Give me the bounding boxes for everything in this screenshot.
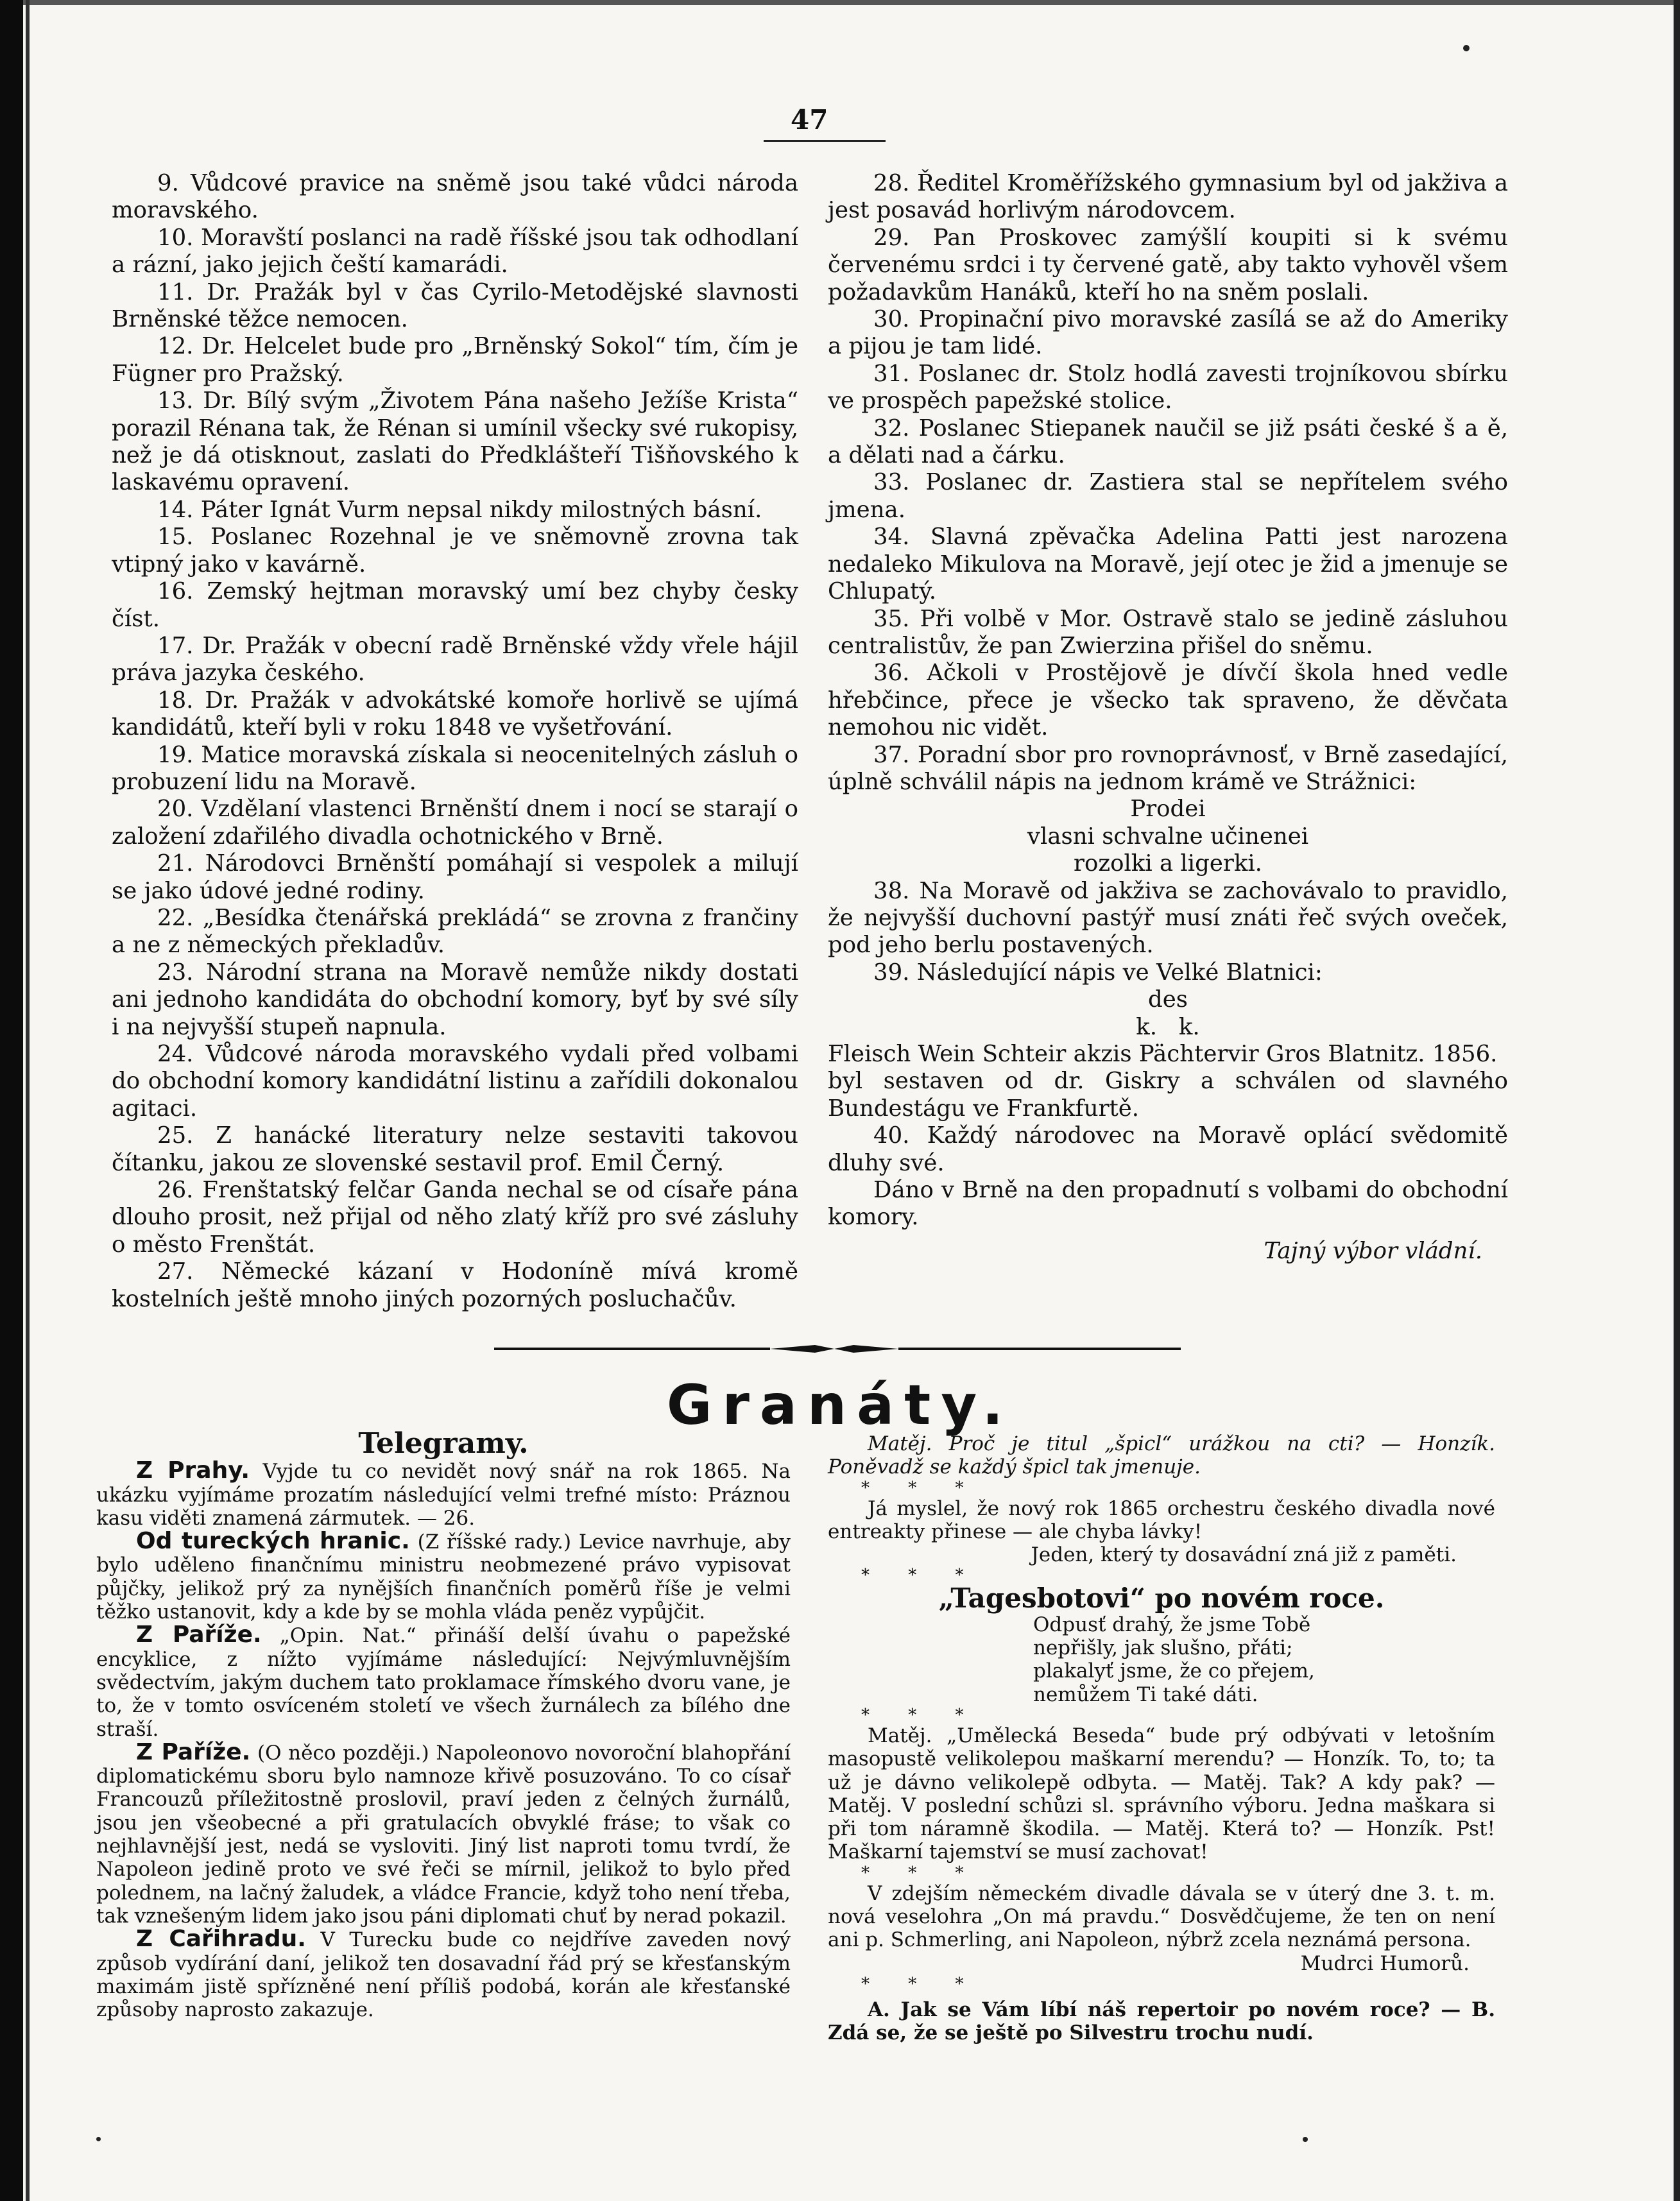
scan-speck [96,2137,101,2141]
telegram-entry [96,1459,791,1530]
scan-right-edge [1674,0,1680,2201]
telegram-entry [96,1928,791,2021]
paragraph-theatre: V zdejším německém divadle dávala se v úterý dne 3. t. m. nová veselohra „On má pravdu.“ Dosvědčujeme, že ten on není ani p. Schmerling, ani Napoleon, nýbrž zcela neznámá persona. [828,1881,1495,1952]
telegram-place: Od tureckých hranic. [136,1528,410,1555]
list-item: 14. Páter Ignát Vurm nepsal nikdy milostných básní. [157,496,762,523]
sign-line: rozolki a ligerki. [1074,850,1262,877]
paragraph-signoff: Jeden, který ty dosavádní zná již z paměti. [1031,1543,1457,1567]
closing-paragraph: Dáno v Brně na den propadnutí s volbami do obchodní komory. [828,1177,1508,1231]
list-item: 11. Dr. Pražák byl v čas Cyrilo-Metodějské slavnosti Brněnské těžce nemocen. [112,278,798,333]
list-item: 22. „Besídka čtenářská prekládá“ se zrovna z frančiny a ne z německých překladův. [112,904,798,959]
list-item: 26. Frenštatský felčar Ganda nechal se od císaře pána dlouho prosit, než přijal od něho zlatý kříž pro své zásluhy o město Frenštát. [112,1177,798,1258]
star-separator: * * * [861,1974,981,1994]
telegramy-column [96,1427,791,2022]
list-item: 37. Poradní sbor pro rovnoprávnosť, v Brně zasedající, úplně schválil nápis na jednom krámě ve Strážnici: [828,741,1508,795]
telegram-text: „Opin. Nat.“ přináší delší úvahu o papežské encyklice, z nížto vyjímáme následující: Nejvýmluvnějším svědectvím, jakým duchem tato proklamace římského dvoru vane, je to, že v tomto osvíceném století ve všech žurnálech za bílého dne straší. [96,1624,791,1741]
telegramy-title: Telegramy. [358,1427,529,1460]
list-item: 18. Dr. Pražák v advokátské komoře horlivě se ujímá kandidátů, kteří byli v roku 1848 ve vyšetřování. [112,687,798,741]
list-item: 25. Z hanácké literatury nelze sestaviti takovou čítanku, jakou ze slovenské sestavil prof. Emil Černý. [112,1122,798,1176]
paragraph-orchestra: Já myslel, že nový rok 1865 orchestru českého divadla nové entreakty přinese — ale chyba lávky! [828,1496,1495,1543]
list-item: 9. Vůdcové pravice na sněmě jsou také vůdci národa moravského. [112,170,798,224]
star-separator: * * * [861,1478,981,1498]
sign-line: vlasni schvalne učinenei [1027,823,1309,850]
inscription-continuation: byl sestaven od dr. Giskry a schválen od slavného Bundestágu ve Frankfurtě. [828,1068,1508,1122]
page-number-rule [764,140,886,142]
list-item: 31. Poslanec dr. Stolz hodlá zavesti trojníkovou sbírku ve prospěch papežské stolice. [828,360,1508,415]
telegram-text: Vyjde tu co nevidět nový snář na rok 1865. Na ukázku vyjímáme prozatím následující velmi trefné místo: Práznou kasu viděti znamená zármutek. — 26. [96,1460,791,1530]
list-item: 10. Moravští poslanci na radě říšské jsou tak odhodlaní a rázní, jako jejich čeští kamarádi. [112,224,798,278]
inscription-des: des [1148,986,1188,1013]
telegram-place: Z Paříže. [136,1738,251,1765]
list-item: 35. Při volbě v Mor. Ostravě stalo se jedině zásluhou centralistův, že pan Zwierzina přišel do sněmu. [828,605,1508,659]
scan-speck [1303,2137,1308,2142]
star-separator: * * * [861,1705,981,1725]
dialogue-matej: Matěj. Proč je titul „špicl“ urážkou na cti? — Honzík. Poněvadž se každý špicl tak jmenuje. [828,1432,1495,1479]
poem-line: nepřišly, jak slušno, přáti; [1033,1636,1293,1660]
telegram-entry [96,1623,791,1740]
list-item: 15. Poslanec Rozehnal je ve sněmovně zrovna tak vtipný jako v kavárně. [112,524,798,578]
sign-line: Prodei [1130,796,1206,823]
dialogue-beseda: Matěj. „Umělecká Beseda“ bude prý odbývati v letošním masopustě velikolepou maškarní merendu? — Honzík. To, to; ta už je dávno velikolepě odbyta. — Matěj. Tak? A kdy pak? — Matěj. V poslední schůzi sl. správního výboru. Jedna maškara si při tom náramně škodila. — Matěj. Která to? — Honzík. Pst! Maškarní tajemství se musí zachovat! [828,1724,1495,1864]
scan-left-edge [0,0,23,2201]
telegram-entry [96,1738,791,1928]
top-left-column [112,170,798,1313]
list-item: 39. Následující nápis ve Velké Blatnici: [873,959,1323,986]
telegram-text: (Z říšské rady.) Levice navrhuje, aby bylo uděleno finančnímu ministru neobmezené právo vypisovat půjčky, jelikož prý za nynějších finančních poměrů říše je velmi těžko ustanovit, kdy a kde by se mohla vláda peněz vypůjčit. [96,1530,791,1624]
list-item: 23. Národní strana na Moravě nemůže nikdy dostati ani jednoho kandidáta do obchodní komory, byť by své síly i na nejvyšší stupeň napnula. [112,959,798,1040]
top-right-column [828,170,1508,1265]
signature: Tajný výbor vládní. [1264,1237,1482,1264]
list-item: 20. Vzdělaní vlastenci Brněnští dnem i nocí se starají o založení zdařilého divadla ochotnického v Brně. [112,796,798,850]
star-separator: * * * [861,1566,981,1586]
scan-left-edge-line [26,0,30,2201]
page-number: 47 [791,104,828,135]
list-item: 40. Každý národovec na Moravě oplácí svědomitě dluhy své. [828,1122,1508,1176]
list-item: 16. Zemský hejtman moravský umí bez chyby česky číst. [112,578,798,632]
list-item: 36. Ačkoli v Prostějově je dívčí škola hned vedle hřebčince, přece je všecko tak spraveno, že děvčata nemohou nic vidět. [828,660,1508,741]
list-item: 29. Pan Proskovec zamýšlí koupiti si k svému červenému srdci i ty červené gatě, aby takto vyhověl všem požadavkům Hanáků, kteří ho na sněm poslali. [828,224,1508,305]
dialogue-last: A. Jak se Vám líbí náš repertoir po novém roce? — B. Zdá se, že se ještě po Silvestru trochu nudí. [828,1998,1495,2045]
inscription-fleisch: Fleisch Wein Schteir akzis Pächtervir Gros Blatnitz. 1856. [828,1041,1498,1067]
telegram-place: Z Paříže. [136,1622,262,1649]
list-item: 33. Poslanec dr. Zastiera stal se nepřítelem svého jmena. [828,469,1508,523]
divider-ornament [770,1340,898,1357]
telegram-place: Z Prahy. [136,1457,250,1484]
list-item: 19. Matice moravská získala si neocenitelných zásluh o probuzení lidu na Moravě. [112,741,798,795]
scan-speck [1463,45,1470,51]
inscription-kk: k. k. [1136,1013,1200,1040]
list-item: 24. Vůdcové národa moravského vydali před volbami do obchodní komory kandidátní listinu a zařídili dokonalou agitaci. [112,1041,798,1122]
list-item: 21. Národovci Brněnští pomáhají si vespolek a milují se jako údové jedné rodiny. [112,850,798,904]
poem-line: Odpusť drahý, že jsme Tobě [1033,1613,1311,1636]
signoff-mudrci: Mudrci Humorů. [1300,1951,1470,1975]
scan-top-edge [0,0,1680,5]
list-item: 28. Ředitel Kroměřížského gymnasium byl od jakživa a jest posavád horlivým národovcem. [828,170,1508,224]
poem-line: plakalyť jsme, že co přejem, [1033,1659,1315,1683]
telegram-text: (O něco později.) Napoleonovo novoroční blahopřání diplomatickému sboru bylo namnoze křivě posuzováno. To co císař Francouzů příležitostně proslovil, praví jeden z čelných žurnálů, jsou jen všeobecné a při gratulacích obvyklé fráse; to však co nejhlavnější jest, nedá se vysloviti. Jiný list naproti tomu tvrdí, že Napoleon jedině proto ve své řeči se mírnil, jelikož to bylo před polednem, na lačný žaludek, a vládce Francie, když toho není třeba, tak vznešeným lidem jako jsou páni diplomati chuť by nerad pokazil. [96,1741,791,1928]
list-item: 32. Poslanec Stiepanek naučil se již psáti české š a ě, a dělati nad a čárku. [828,415,1508,469]
list-item: 17. Dr. Pražák v obecní radě Brněnské vždy vřele hájil práva jazyka českého. [112,632,798,687]
section-heading: Granáty. [666,1373,1014,1437]
poem-title: „Tagesbotovi“ po novém roce. [938,1582,1385,1614]
telegram-entry [96,1530,791,1623]
star-separator: * * * [861,1863,981,1883]
poem-line: nemůžem Ti také dáti. [1033,1683,1258,1706]
telegram-text: V Turecku bude co nejdříve zaveden nový způsob vydírání daní, jelikož ten dosavadní řád prý se křesťanským maximám jistě spřízněné není příliš podobá, korán ale křesťanské způsoby naprosto zakazuje. [96,1928,791,2022]
list-item: 12. Dr. Helcelet bude pro „Brněnský Sokol“ tím, čím je Fügner pro Pražský. [112,333,798,387]
telegram-place: Z Cařihradu. [136,1926,306,1953]
bottom-right-column [828,1432,1495,2045]
list-item: 38. Na Moravě od jakživa se zachovávalo to pravidlo, že nejvyšší duchovní pastýř musí znáti řeč svých oveček, pod jeho berlu postavených. [828,877,1508,959]
list-item: 13. Dr. Bílý svým „Životem Pána našeho Ježíše Krista“ porazil Rénana tak, že Rénan si umínil všecky své rukopisy, než je dá otisknout, zaslati do Předklášteří Tišňovského k laskavému opravení. [112,388,798,496]
list-item: 30. Propinační pivo moravské zasílá se až do Ameriky a pijou je tam lidé. [828,306,1508,360]
list-item: 27. Německé kázaní v Hodoníně mívá kromě kostelních ještě mnoho jiných pozorných posluchačův. [112,1258,798,1312]
list-item: 34. Slavná zpěvačka Adelina Patti jest narozena nedaleko Mikulova na Moravě, její otec je žid a jmenuje se Chlupatý. [828,524,1508,605]
